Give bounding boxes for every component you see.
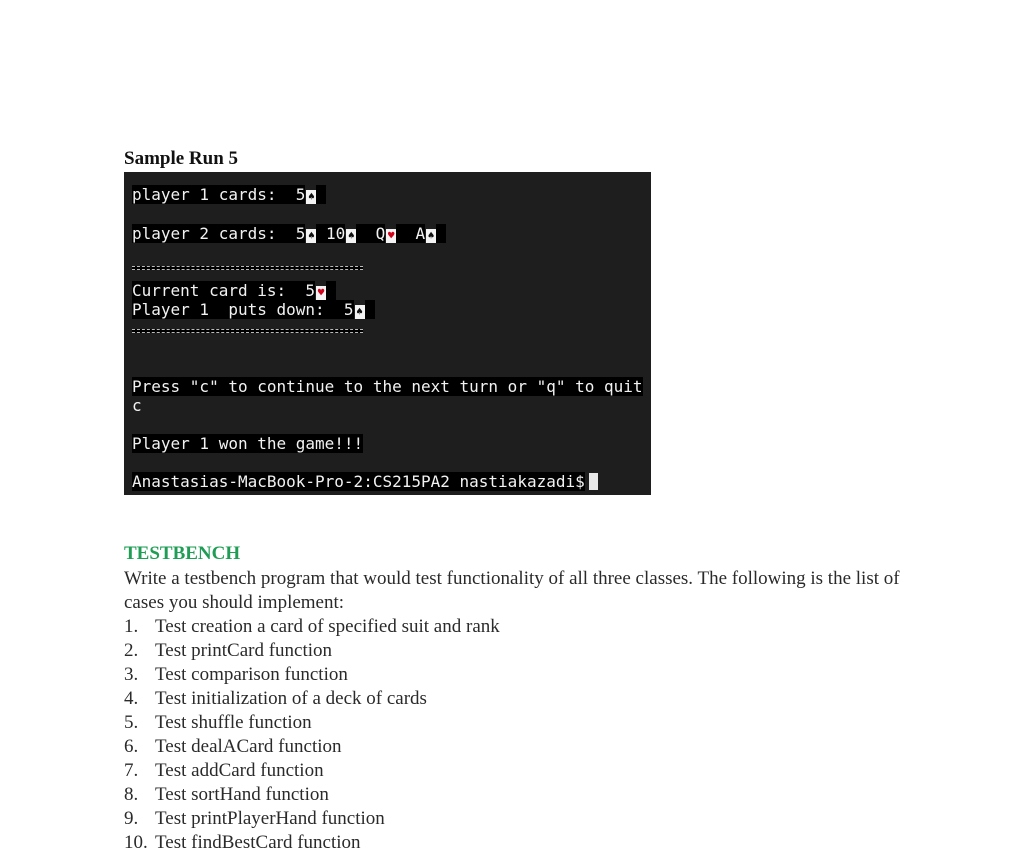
test-case-list: [124, 615, 500, 855]
win-message-text: Player 1 won the game!!!: [132, 434, 364, 453]
spade-icon: ♠: [308, 190, 315, 203]
highlight-pad: [326, 281, 336, 300]
card-rank-text: A: [396, 224, 426, 243]
list-item: [124, 807, 500, 831]
list-item: [124, 687, 500, 711]
list-item-text: Test findBestCard function: [155, 832, 361, 853]
list-item-text: Test printCard function: [155, 640, 333, 661]
list-item: [124, 663, 500, 687]
list-item-text: Test initialization of a deck of cards: [155, 688, 427, 709]
highlight-pad: [316, 185, 326, 204]
spade-icon: ♠: [427, 229, 435, 242]
list-item-text: Test dealACard function: [155, 736, 342, 757]
continue-prompt-text: Press "c" to continue to the next turn or "q" to quit: [132, 377, 643, 396]
highlight-pad: [365, 300, 375, 319]
spade-icon: ♠: [308, 229, 315, 242]
list-item-number: 9.: [124, 808, 139, 829]
sample-run-heading: Sample Run 5: [124, 148, 239, 169]
puts-down-label: Player 1 puts down: 5: [132, 300, 354, 319]
list-item-number: 7.: [124, 760, 139, 781]
player2-cards-label: player 2 cards: 5: [132, 224, 306, 243]
list-item-text: Test comparison function: [155, 664, 348, 685]
user-input-text: c: [132, 396, 142, 415]
list-item-number: 5.: [124, 712, 139, 733]
heart-icon: ♥: [387, 229, 395, 242]
list-item-number: 6.: [124, 736, 139, 757]
card-rank-text: Q: [356, 224, 386, 243]
card-rank-text: 10: [316, 224, 346, 243]
current-card-label: Current card is: 5: [132, 281, 316, 300]
list-item-text: Test printPlayerHand function: [155, 808, 385, 829]
list-item: [124, 615, 500, 639]
terminal-cursor: [589, 473, 598, 490]
testbench-intro: Write a testbench program that would test functionality of all three classes. The following is the list of cases you should implement:: [124, 568, 900, 613]
current-card-line: [132, 281, 336, 300]
list-item-number: 2.: [124, 640, 139, 661]
list-item: [124, 735, 500, 759]
list-item-number: 10.: [124, 832, 148, 853]
list-item-number: 8.: [124, 784, 139, 805]
list-item-text: Test addCard function: [155, 760, 324, 781]
player1-cards-label: player 1 cards: 5: [132, 185, 306, 204]
player2-cards-line: [132, 224, 446, 243]
player1-cards-line: [132, 185, 326, 204]
heart-icon: ♥: [317, 286, 325, 299]
continue-prompt-line: [132, 377, 643, 396]
highlight-pad: [436, 224, 446, 243]
list-item-number: 4.: [124, 688, 139, 709]
list-item: [124, 711, 500, 735]
list-item: [124, 759, 500, 783]
divider-bottom: [132, 329, 363, 333]
list-item-number: 1.: [124, 616, 139, 637]
list-item-number: 3.: [124, 664, 139, 685]
divider-top: [132, 266, 363, 270]
user-input-line: [132, 396, 142, 415]
spade-icon: ♠: [356, 305, 363, 318]
list-item-text: Test sortHand function: [155, 784, 329, 805]
shell-prompt-line: [132, 472, 598, 491]
list-item-text: Test creation a card of specified suit and rank: [155, 616, 500, 637]
puts-down-line: [132, 300, 375, 319]
testbench-heading: TESTBENCH: [124, 543, 241, 564]
list-item: [124, 639, 500, 663]
list-item: [124, 831, 500, 855]
shell-prompt-text: Anastasias-MacBook-Pro-2:CS215PA2 nastiakazadi$: [132, 472, 585, 491]
win-message-line: [132, 434, 363, 453]
terminal-screenshot: [124, 172, 651, 495]
list-item: [124, 783, 500, 807]
spade-icon: ♠: [347, 229, 355, 242]
list-item-text: Test shuffle function: [155, 712, 312, 733]
